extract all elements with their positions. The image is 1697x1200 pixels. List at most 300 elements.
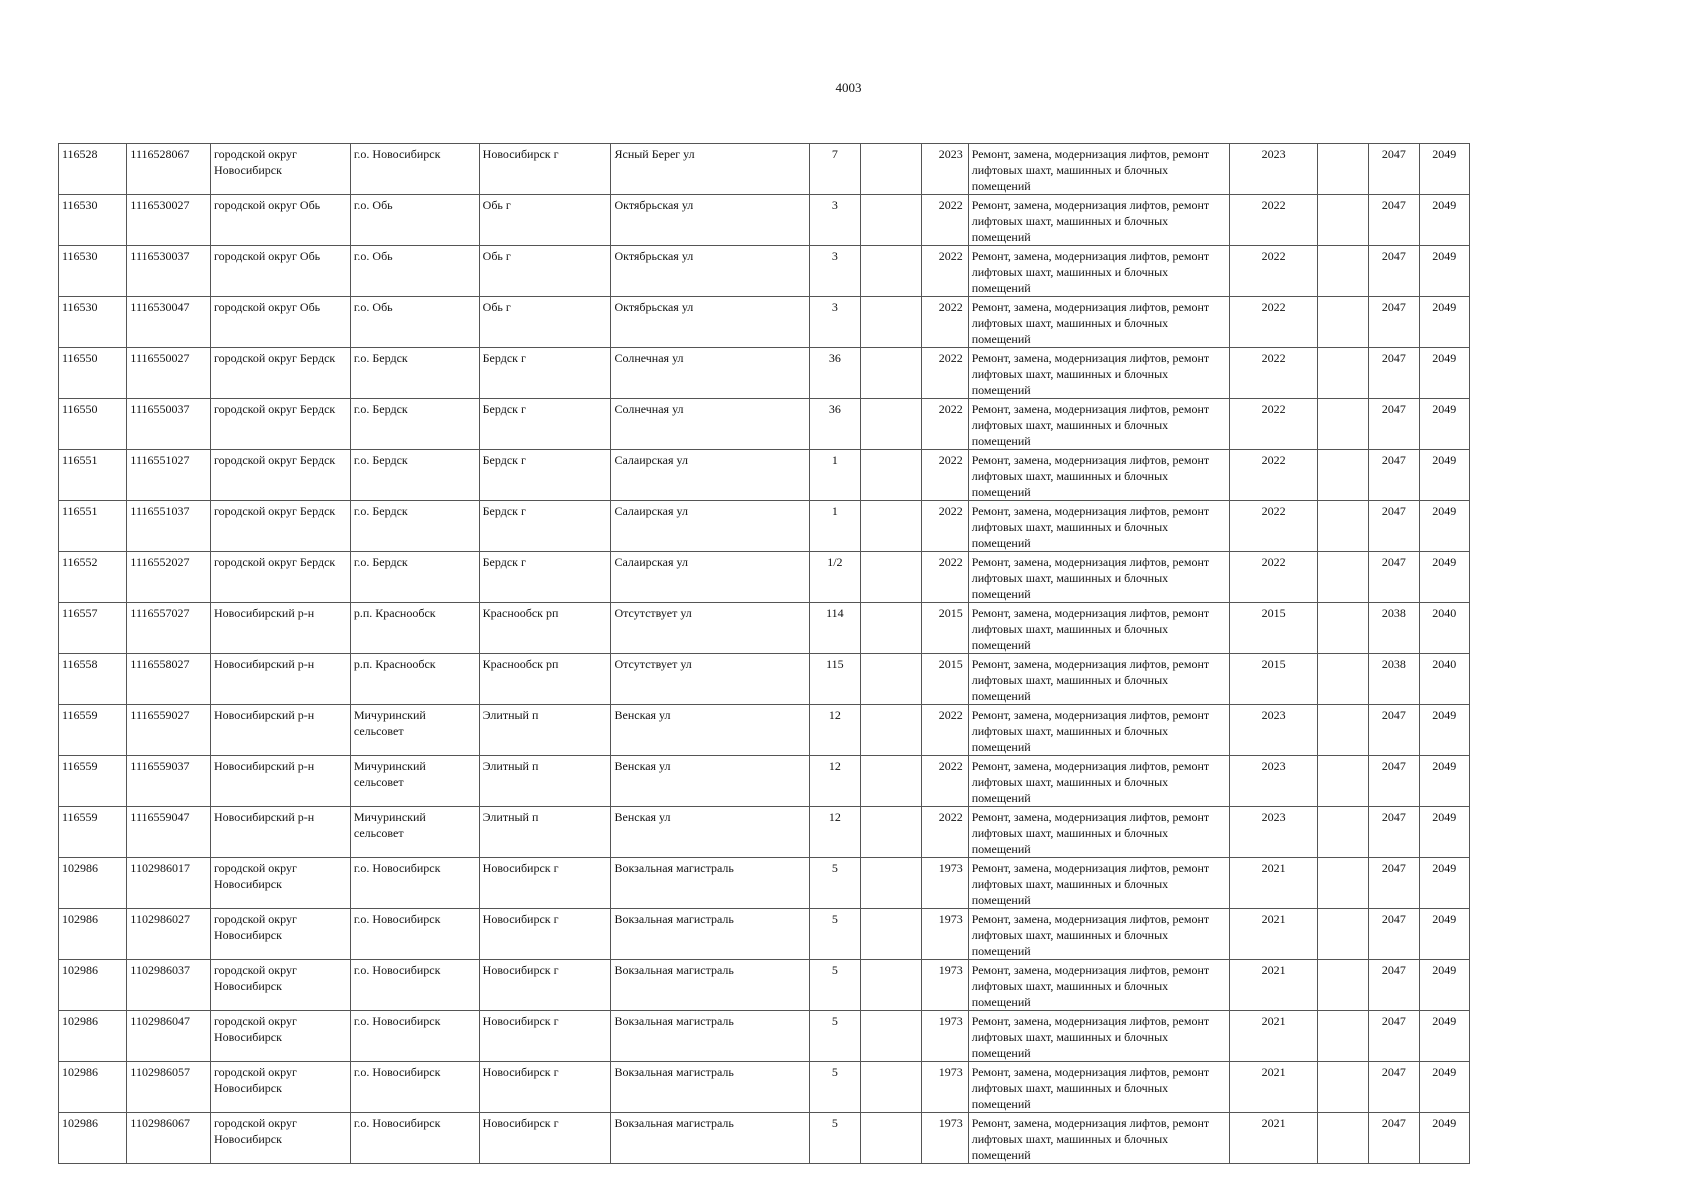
year-built-cell: 2022 bbox=[922, 399, 968, 450]
settlement-cell: г.о. Обь bbox=[350, 195, 479, 246]
work-type-cell: Ремонт, замена, модернизация лифтов, ремонт лифтовых шахт, машинных и блочных помещений bbox=[968, 1011, 1230, 1062]
building-cell bbox=[861, 1062, 922, 1113]
building-cell bbox=[861, 1113, 922, 1164]
house-number-cell: 115 bbox=[809, 654, 860, 705]
object-id-cell: 102986 bbox=[59, 909, 127, 960]
house-number-cell: 36 bbox=[809, 399, 860, 450]
house-number-cell: 5 bbox=[809, 1011, 860, 1062]
object-id-cell: 116558 bbox=[59, 654, 127, 705]
year-built-cell: 1973 bbox=[922, 1113, 968, 1164]
empty-cell bbox=[1317, 297, 1368, 348]
municipality-cell: городской округ Бердск bbox=[210, 501, 350, 552]
table-row bbox=[59, 1062, 1470, 1113]
end-year-cell: 2049 bbox=[1419, 552, 1469, 603]
object-id-cell: 116550 bbox=[59, 348, 127, 399]
empty-cell bbox=[1317, 858, 1368, 909]
empty-cell bbox=[1317, 552, 1368, 603]
data-table bbox=[58, 143, 1470, 1164]
code-cell: 1116551027 bbox=[127, 450, 211, 501]
end-year-cell: 2049 bbox=[1419, 297, 1469, 348]
empty-cell bbox=[1317, 399, 1368, 450]
municipality-cell: Новосибирский р-н bbox=[210, 705, 350, 756]
empty-cell bbox=[1317, 348, 1368, 399]
year-built-cell: 1973 bbox=[922, 960, 968, 1011]
year-built-cell: 2015 bbox=[922, 654, 968, 705]
locality-cell: Элитный п bbox=[479, 807, 611, 858]
year-built-cell: 1973 bbox=[922, 1011, 968, 1062]
locality-cell: Бердск г bbox=[479, 348, 611, 399]
settlement-cell: г.о. Бердск bbox=[350, 399, 479, 450]
code-cell: 1116559037 bbox=[127, 756, 211, 807]
code-cell: 1116559047 bbox=[127, 807, 211, 858]
planned-year-cell: 2015 bbox=[1230, 603, 1318, 654]
planned-year-cell: 2022 bbox=[1230, 297, 1318, 348]
object-id-cell: 102986 bbox=[59, 1113, 127, 1164]
code-cell: 1102986057 bbox=[127, 1062, 211, 1113]
code-cell: 1116530047 bbox=[127, 297, 211, 348]
street-cell: Венская ул bbox=[611, 756, 809, 807]
municipality-cell: городской округ Бердск bbox=[210, 450, 350, 501]
settlement-cell: г.о. Бердск bbox=[350, 552, 479, 603]
settlement-cell: г.о. Новосибирск bbox=[350, 1113, 479, 1164]
work-type-cell: Ремонт, замена, модернизация лифтов, ремонт лифтовых шахт, машинных и блочных помещений bbox=[968, 807, 1230, 858]
object-id-cell: 116559 bbox=[59, 705, 127, 756]
table-row bbox=[59, 858, 1470, 909]
settlement-cell: г.о. Новосибирск bbox=[350, 144, 479, 195]
object-id-cell: 116551 bbox=[59, 501, 127, 552]
empty-cell bbox=[1317, 654, 1368, 705]
year-built-cell: 2022 bbox=[922, 501, 968, 552]
planned-year-cell: 2022 bbox=[1230, 552, 1318, 603]
empty-cell bbox=[1317, 450, 1368, 501]
year-built-cell: 2022 bbox=[922, 807, 968, 858]
settlement-cell: г.о. Новосибирск bbox=[350, 909, 479, 960]
object-id-cell: 116530 bbox=[59, 195, 127, 246]
empty-cell bbox=[1317, 807, 1368, 858]
planned-year-cell: 2021 bbox=[1230, 1011, 1318, 1062]
table-row bbox=[59, 909, 1470, 960]
work-type-cell: Ремонт, замена, модернизация лифтов, ремонт лифтовых шахт, машинных и блочных помещений bbox=[968, 756, 1230, 807]
year-built-cell: 2022 bbox=[922, 705, 968, 756]
locality-cell: Новосибирск г bbox=[479, 960, 611, 1011]
street-cell: Вокзальная магистраль bbox=[611, 909, 809, 960]
building-cell bbox=[861, 450, 922, 501]
empty-cell bbox=[1317, 1062, 1368, 1113]
start-year-cell: 2047 bbox=[1369, 501, 1419, 552]
settlement-cell: г.о. Новосибирск bbox=[350, 1011, 479, 1062]
planned-year-cell: 2021 bbox=[1230, 1113, 1318, 1164]
year-built-cell: 2022 bbox=[922, 552, 968, 603]
municipality-cell: городской округ Бердск bbox=[210, 399, 350, 450]
table-row bbox=[59, 1011, 1470, 1062]
building-cell bbox=[861, 348, 922, 399]
start-year-cell: 2047 bbox=[1369, 909, 1419, 960]
end-year-cell: 2049 bbox=[1419, 195, 1469, 246]
code-cell: 1116552027 bbox=[127, 552, 211, 603]
end-year-cell: 2049 bbox=[1419, 348, 1469, 399]
object-id-cell: 116552 bbox=[59, 552, 127, 603]
municipality-cell: городской округ Бердск bbox=[210, 348, 350, 399]
work-type-cell: Ремонт, замена, модернизация лифтов, ремонт лифтовых шахт, машинных и блочных помещений bbox=[968, 603, 1230, 654]
empty-cell bbox=[1317, 1113, 1368, 1164]
work-type-cell: Ремонт, замена, модернизация лифтов, ремонт лифтовых шахт, машинных и блочных помещений bbox=[968, 450, 1230, 501]
start-year-cell: 2047 bbox=[1369, 246, 1419, 297]
street-cell: Вокзальная магистраль bbox=[611, 858, 809, 909]
start-year-cell: 2047 bbox=[1369, 960, 1419, 1011]
object-id-cell: 116530 bbox=[59, 246, 127, 297]
table-row bbox=[59, 807, 1470, 858]
year-built-cell: 1973 bbox=[922, 858, 968, 909]
house-number-cell: 1 bbox=[809, 450, 860, 501]
street-cell: Солнечная ул bbox=[611, 348, 809, 399]
empty-cell bbox=[1317, 246, 1368, 297]
work-type-cell: Ремонт, замена, модернизация лифтов, ремонт лифтовых шахт, машинных и блочных помещений bbox=[968, 501, 1230, 552]
building-cell bbox=[861, 297, 922, 348]
start-year-cell: 2047 bbox=[1369, 195, 1419, 246]
house-number-cell: 114 bbox=[809, 603, 860, 654]
planned-year-cell: 2022 bbox=[1230, 501, 1318, 552]
start-year-cell: 2047 bbox=[1369, 399, 1419, 450]
building-cell bbox=[861, 756, 922, 807]
house-number-cell: 3 bbox=[809, 297, 860, 348]
house-number-cell: 1/2 bbox=[809, 552, 860, 603]
building-cell bbox=[861, 552, 922, 603]
object-id-cell: 116559 bbox=[59, 807, 127, 858]
settlement-cell: Мичуринский сельсовет bbox=[350, 705, 479, 756]
end-year-cell: 2049 bbox=[1419, 1011, 1469, 1062]
year-built-cell: 2022 bbox=[922, 297, 968, 348]
building-cell bbox=[861, 858, 922, 909]
work-type-cell: Ремонт, замена, модернизация лифтов, ремонт лифтовых шахт, машинных и блочных помещений bbox=[968, 1113, 1230, 1164]
planned-year-cell: 2021 bbox=[1230, 1062, 1318, 1113]
work-type-cell: Ремонт, замена, модернизация лифтов, ремонт лифтовых шахт, машинных и блочных помещений bbox=[968, 654, 1230, 705]
table-row bbox=[59, 501, 1470, 552]
locality-cell: Обь г bbox=[479, 297, 611, 348]
table-row bbox=[59, 348, 1470, 399]
start-year-cell: 2047 bbox=[1369, 552, 1419, 603]
street-cell: Салаирская ул bbox=[611, 501, 809, 552]
object-id-cell: 116551 bbox=[59, 450, 127, 501]
locality-cell: Бердск г bbox=[479, 501, 611, 552]
house-number-cell: 7 bbox=[809, 144, 860, 195]
locality-cell: Обь г bbox=[479, 195, 611, 246]
settlement-cell: г.о. Новосибирск bbox=[350, 858, 479, 909]
object-id-cell: 116530 bbox=[59, 297, 127, 348]
work-type-cell: Ремонт, замена, модернизация лифтов, ремонт лифтовых шахт, машинных и блочных помещений bbox=[968, 195, 1230, 246]
house-number-cell: 3 bbox=[809, 195, 860, 246]
code-cell: 1116528067 bbox=[127, 144, 211, 195]
code-cell: 1102986047 bbox=[127, 1011, 211, 1062]
municipality-cell: городской округ Новосибирск bbox=[210, 909, 350, 960]
empty-cell bbox=[1317, 501, 1368, 552]
work-type-cell: Ремонт, замена, модернизация лифтов, ремонт лифтовых шахт, машинных и блочных помещений bbox=[968, 552, 1230, 603]
settlement-cell: г.о. Бердск bbox=[350, 450, 479, 501]
street-cell: Октябрьская ул bbox=[611, 297, 809, 348]
municipality-cell: Новосибирский р-н bbox=[210, 756, 350, 807]
house-number-cell: 5 bbox=[809, 960, 860, 1011]
work-type-cell: Ремонт, замена, модернизация лифтов, ремонт лифтовых шахт, машинных и блочных помещений bbox=[968, 144, 1230, 195]
street-cell: Венская ул bbox=[611, 705, 809, 756]
end-year-cell: 2049 bbox=[1419, 246, 1469, 297]
object-id-cell: 102986 bbox=[59, 960, 127, 1011]
end-year-cell: 2049 bbox=[1419, 399, 1469, 450]
house-number-cell: 12 bbox=[809, 807, 860, 858]
object-id-cell: 116557 bbox=[59, 603, 127, 654]
code-cell: 1116551037 bbox=[127, 501, 211, 552]
year-built-cell: 1973 bbox=[922, 909, 968, 960]
building-cell bbox=[861, 144, 922, 195]
planned-year-cell: 2022 bbox=[1230, 195, 1318, 246]
street-cell: Вокзальная магистраль bbox=[611, 1062, 809, 1113]
building-cell bbox=[861, 654, 922, 705]
empty-cell bbox=[1317, 1011, 1368, 1062]
object-id-cell: 102986 bbox=[59, 858, 127, 909]
object-id-cell: 116528 bbox=[59, 144, 127, 195]
locality-cell: Новосибирск г bbox=[479, 1011, 611, 1062]
end-year-cell: 2049 bbox=[1419, 450, 1469, 501]
end-year-cell: 2049 bbox=[1419, 1062, 1469, 1113]
start-year-cell: 2038 bbox=[1369, 654, 1419, 705]
municipality-cell: городской округ Обь bbox=[210, 195, 350, 246]
building-cell bbox=[861, 960, 922, 1011]
table-row bbox=[59, 399, 1470, 450]
object-id-cell: 116559 bbox=[59, 756, 127, 807]
end-year-cell: 2049 bbox=[1419, 960, 1469, 1011]
settlement-cell: г.о. Бердск bbox=[350, 501, 479, 552]
code-cell: 1116550037 bbox=[127, 399, 211, 450]
table-row bbox=[59, 603, 1470, 654]
house-number-cell: 5 bbox=[809, 909, 860, 960]
end-year-cell: 2049 bbox=[1419, 858, 1469, 909]
settlement-cell: р.п. Краснообск bbox=[350, 654, 479, 705]
settlement-cell: г.о. Новосибирск bbox=[350, 960, 479, 1011]
table-row bbox=[59, 705, 1470, 756]
work-type-cell: Ремонт, замена, модернизация лифтов, ремонт лифтовых шахт, машинных и блочных помещений bbox=[968, 348, 1230, 399]
table-row bbox=[59, 960, 1470, 1011]
street-cell: Салаирская ул bbox=[611, 450, 809, 501]
empty-cell bbox=[1317, 909, 1368, 960]
building-cell bbox=[861, 1011, 922, 1062]
planned-year-cell: 2021 bbox=[1230, 960, 1318, 1011]
empty-cell bbox=[1317, 603, 1368, 654]
settlement-cell: Мичуринский сельсовет bbox=[350, 756, 479, 807]
building-cell bbox=[861, 246, 922, 297]
table-row bbox=[59, 246, 1470, 297]
house-number-cell: 5 bbox=[809, 1062, 860, 1113]
end-year-cell: 2049 bbox=[1419, 756, 1469, 807]
end-year-cell: 2049 bbox=[1419, 501, 1469, 552]
code-cell: 1116559027 bbox=[127, 705, 211, 756]
work-type-cell: Ремонт, замена, модернизация лифтов, ремонт лифтовых шахт, машинных и блочных помещений bbox=[968, 399, 1230, 450]
planned-year-cell: 2022 bbox=[1230, 348, 1318, 399]
year-built-cell: 2022 bbox=[922, 756, 968, 807]
table-body bbox=[59, 144, 1470, 1164]
building-cell bbox=[861, 909, 922, 960]
planned-year-cell: 2022 bbox=[1230, 450, 1318, 501]
work-type-cell: Ремонт, замена, модернизация лифтов, ремонт лифтовых шахт, машинных и блочных помещений bbox=[968, 705, 1230, 756]
table-row bbox=[59, 297, 1470, 348]
street-cell: Венская ул bbox=[611, 807, 809, 858]
start-year-cell: 2047 bbox=[1369, 1113, 1419, 1164]
street-cell: Солнечная ул bbox=[611, 399, 809, 450]
start-year-cell: 2047 bbox=[1369, 348, 1419, 399]
street-cell: Октябрьская ул bbox=[611, 195, 809, 246]
end-year-cell: 2049 bbox=[1419, 1113, 1469, 1164]
municipality-cell: городской округ Новосибирск bbox=[210, 1113, 350, 1164]
table-row bbox=[59, 1113, 1470, 1164]
year-built-cell: 1973 bbox=[922, 1062, 968, 1113]
start-year-cell: 2047 bbox=[1369, 297, 1419, 348]
code-cell: 1116557027 bbox=[127, 603, 211, 654]
work-type-cell: Ремонт, замена, модернизация лифтов, ремонт лифтовых шахт, машинных и блочных помещений bbox=[968, 1062, 1230, 1113]
locality-cell: Новосибирск г bbox=[479, 858, 611, 909]
planned-year-cell: 2023 bbox=[1230, 144, 1318, 195]
building-cell bbox=[861, 501, 922, 552]
locality-cell: Бердск г bbox=[479, 552, 611, 603]
planned-year-cell: 2023 bbox=[1230, 756, 1318, 807]
start-year-cell: 2047 bbox=[1369, 807, 1419, 858]
municipality-cell: городской округ Обь bbox=[210, 297, 350, 348]
empty-cell bbox=[1317, 756, 1368, 807]
end-year-cell: 2040 bbox=[1419, 654, 1469, 705]
year-built-cell: 2023 bbox=[922, 144, 968, 195]
code-cell: 1116530027 bbox=[127, 195, 211, 246]
settlement-cell: р.п. Краснообск bbox=[350, 603, 479, 654]
street-cell: Вокзальная магистраль bbox=[611, 960, 809, 1011]
end-year-cell: 2049 bbox=[1419, 705, 1469, 756]
planned-year-cell: 2021 bbox=[1230, 858, 1318, 909]
end-year-cell: 2040 bbox=[1419, 603, 1469, 654]
work-type-cell: Ремонт, замена, модернизация лифтов, ремонт лифтовых шахт, машинных и блочных помещений bbox=[968, 909, 1230, 960]
locality-cell: Бердск г bbox=[479, 450, 611, 501]
building-cell bbox=[861, 195, 922, 246]
planned-year-cell: 2023 bbox=[1230, 807, 1318, 858]
code-cell: 1116558027 bbox=[127, 654, 211, 705]
page-number: 4003 bbox=[835, 80, 862, 95]
street-cell: Салаирская ул bbox=[611, 552, 809, 603]
code-cell: 1102986027 bbox=[127, 909, 211, 960]
planned-year-cell: 2022 bbox=[1230, 246, 1318, 297]
code-cell: 1102986067 bbox=[127, 1113, 211, 1164]
code-cell: 1102986037 bbox=[127, 960, 211, 1011]
municipality-cell: городской округ Обь bbox=[210, 246, 350, 297]
locality-cell: Новосибирск г bbox=[479, 144, 611, 195]
start-year-cell: 2047 bbox=[1369, 756, 1419, 807]
work-type-cell: Ремонт, замена, модернизация лифтов, ремонт лифтовых шахт, машинных и блочных помещений bbox=[968, 858, 1230, 909]
municipality-cell: городской округ Новосибирск bbox=[210, 144, 350, 195]
year-built-cell: 2015 bbox=[922, 603, 968, 654]
building-cell bbox=[861, 807, 922, 858]
street-cell: Ясный Берег ул bbox=[611, 144, 809, 195]
locality-cell: Краснообск рп bbox=[479, 603, 611, 654]
table-row bbox=[59, 450, 1470, 501]
start-year-cell: 2047 bbox=[1369, 858, 1419, 909]
planned-year-cell: 2023 bbox=[1230, 705, 1318, 756]
start-year-cell: 2047 bbox=[1369, 450, 1419, 501]
settlement-cell: г.о. Обь bbox=[350, 246, 479, 297]
municipality-cell: городской округ Новосибирск bbox=[210, 1062, 350, 1113]
work-type-cell: Ремонт, замена, модернизация лифтов, ремонт лифтовых шахт, машинных и блочных помещений bbox=[968, 297, 1230, 348]
municipality-cell: городской округ Новосибирск bbox=[210, 858, 350, 909]
year-built-cell: 2022 bbox=[922, 348, 968, 399]
work-type-cell: Ремонт, замена, модернизация лифтов, ремонт лифтовых шахт, машинных и блочных помещений bbox=[968, 960, 1230, 1011]
street-cell: Отсутствует ул bbox=[611, 603, 809, 654]
street-cell: Октябрьская ул bbox=[611, 246, 809, 297]
year-built-cell: 2022 bbox=[922, 450, 968, 501]
locality-cell: Новосибирск г bbox=[479, 909, 611, 960]
table-row bbox=[59, 654, 1470, 705]
start-year-cell: 2038 bbox=[1369, 603, 1419, 654]
table-row bbox=[59, 756, 1470, 807]
locality-cell: Элитный п bbox=[479, 756, 611, 807]
house-number-cell: 36 bbox=[809, 348, 860, 399]
object-id-cell: 102986 bbox=[59, 1062, 127, 1113]
end-year-cell: 2049 bbox=[1419, 909, 1469, 960]
locality-cell: Обь г bbox=[479, 246, 611, 297]
table-row bbox=[59, 195, 1470, 246]
locality-cell: Краснообск рп bbox=[479, 654, 611, 705]
object-id-cell: 116550 bbox=[59, 399, 127, 450]
planned-year-cell: 2021 bbox=[1230, 909, 1318, 960]
building-cell bbox=[861, 705, 922, 756]
municipality-cell: городской округ Бердск bbox=[210, 552, 350, 603]
end-year-cell: 2049 bbox=[1419, 807, 1469, 858]
start-year-cell: 2047 bbox=[1369, 705, 1419, 756]
empty-cell bbox=[1317, 960, 1368, 1011]
empty-cell bbox=[1317, 195, 1368, 246]
building-cell bbox=[861, 603, 922, 654]
municipality-cell: Новосибирский р-н bbox=[210, 603, 350, 654]
house-number-cell: 1 bbox=[809, 501, 860, 552]
street-cell: Вокзальная магистраль bbox=[611, 1113, 809, 1164]
municipality-cell: городской округ Новосибирск bbox=[210, 960, 350, 1011]
empty-cell bbox=[1317, 144, 1368, 195]
end-year-cell: 2049 bbox=[1419, 144, 1469, 195]
house-number-cell: 12 bbox=[809, 705, 860, 756]
start-year-cell: 2047 bbox=[1369, 1062, 1419, 1113]
municipality-cell: Новосибирский р-н bbox=[210, 654, 350, 705]
work-type-cell: Ремонт, замена, модернизация лифтов, ремонт лифтовых шахт, машинных и блочных помещений bbox=[968, 246, 1230, 297]
settlement-cell: Мичуринский сельсовет bbox=[350, 807, 479, 858]
planned-year-cell: 2022 bbox=[1230, 399, 1318, 450]
start-year-cell: 2047 bbox=[1369, 144, 1419, 195]
street-cell: Вокзальная магистраль bbox=[611, 1011, 809, 1062]
locality-cell: Элитный п bbox=[479, 705, 611, 756]
table-row bbox=[59, 552, 1470, 603]
table-row bbox=[59, 144, 1470, 195]
street-cell: Отсутствует ул bbox=[611, 654, 809, 705]
locality-cell: Новосибирск г bbox=[479, 1113, 611, 1164]
empty-cell bbox=[1317, 705, 1368, 756]
code-cell: 1116550027 bbox=[127, 348, 211, 399]
planned-year-cell: 2015 bbox=[1230, 654, 1318, 705]
settlement-cell: г.о. Обь bbox=[350, 297, 479, 348]
municipality-cell: городской округ Новосибирск bbox=[210, 1011, 350, 1062]
house-number-cell: 5 bbox=[809, 858, 860, 909]
locality-cell: Бердск г bbox=[479, 399, 611, 450]
house-number-cell: 12 bbox=[809, 756, 860, 807]
start-year-cell: 2047 bbox=[1369, 1011, 1419, 1062]
building-cell bbox=[861, 399, 922, 450]
settlement-cell: г.о. Бердск bbox=[350, 348, 479, 399]
house-number-cell: 5 bbox=[809, 1113, 860, 1164]
object-id-cell: 102986 bbox=[59, 1011, 127, 1062]
year-built-cell: 2022 bbox=[922, 195, 968, 246]
code-cell: 1102986017 bbox=[127, 858, 211, 909]
year-built-cell: 2022 bbox=[922, 246, 968, 297]
settlement-cell: г.о. Новосибирск bbox=[350, 1062, 479, 1113]
locality-cell: Новосибирск г bbox=[479, 1062, 611, 1113]
